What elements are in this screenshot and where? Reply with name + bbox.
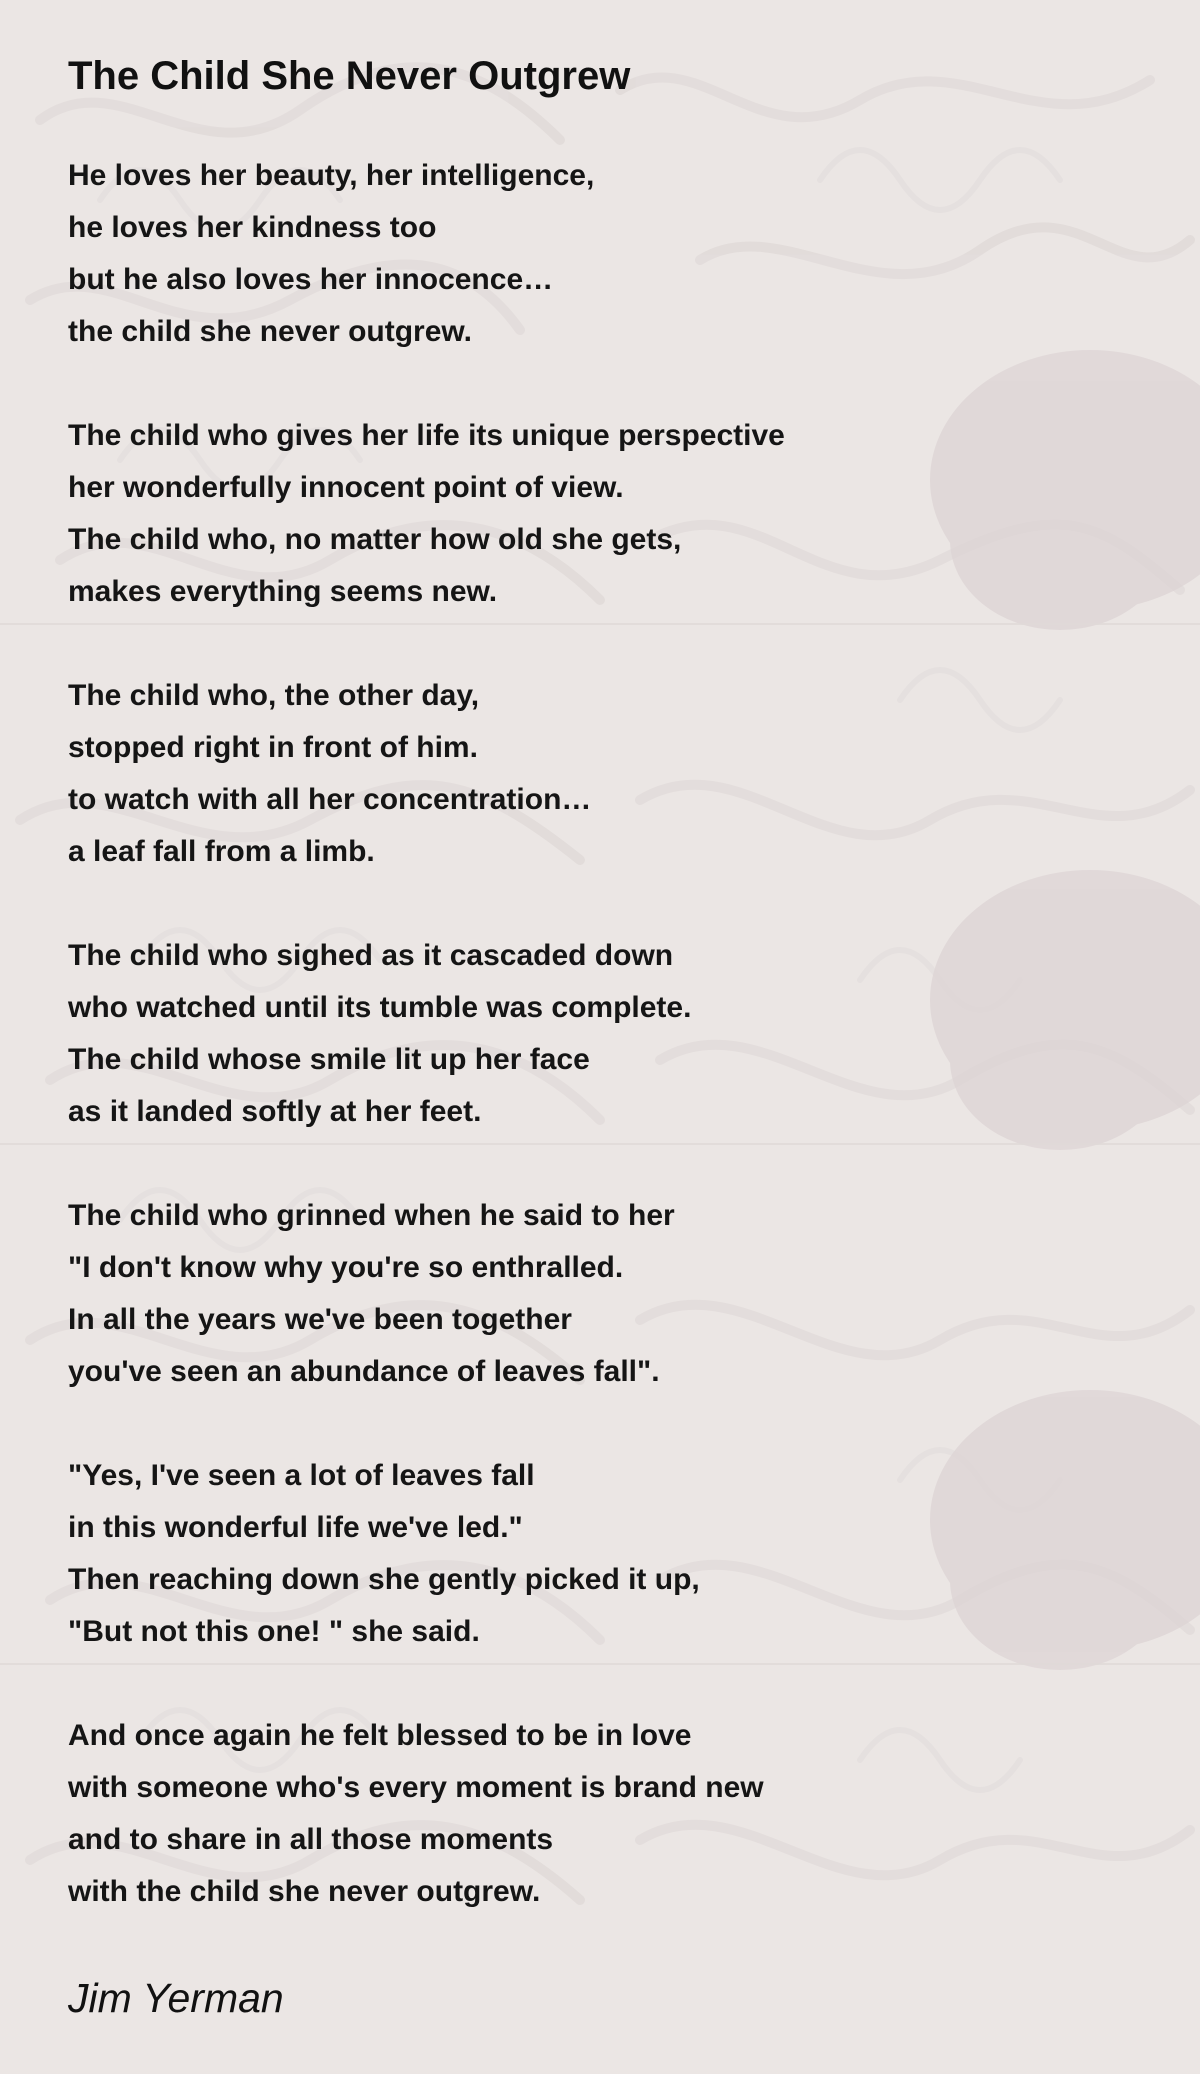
poem-line: "Yes, I've seen a lot of leaves fall (68, 1459, 535, 1492)
poem-line: "But not this one! " she said. (68, 1615, 480, 1648)
stanza-1 (68, 150, 1148, 358)
poem-line: her wonderfully innocent point of view. (68, 471, 624, 504)
poem-line: makes everything seems new. (68, 575, 498, 608)
stanza-3 (68, 670, 1148, 878)
poem-title: The Child She Never Outgrew (68, 54, 631, 98)
poem-body (68, 150, 1148, 1970)
poem-line: he loves her kindness too (68, 211, 437, 244)
poem-line: the child she never outgrew. (68, 315, 472, 348)
poem-line: And once again he felt blessed to be in love (68, 1719, 692, 1752)
poem-line: to watch with all her concentration… (68, 783, 592, 816)
stanza-6 (68, 1450, 1148, 1658)
stanza-5 (68, 1190, 1148, 1398)
stanza-2 (68, 410, 1148, 618)
poem-line: The child who gives her life its unique perspective (68, 419, 785, 452)
poem-line: you've seen an abundance of leaves fall". (68, 1355, 660, 1388)
poem-line: The child who, the other day, (68, 679, 480, 712)
poem-line: as it landed softly at her feet. (68, 1095, 482, 1128)
poem-line: "I don't know why you're so enthralled. (68, 1251, 624, 1284)
poem-line: The child whose smile lit up her face (68, 1043, 590, 1076)
poem-line: but he also loves her innocence… (68, 263, 554, 296)
poem-line: who watched until its tumble was complete. (68, 991, 692, 1024)
poem-line: In all the years we've been together (68, 1303, 572, 1336)
poem-line: a leaf fall from a limb. (68, 835, 375, 868)
poem-line: with someone who's every moment is brand new (68, 1771, 764, 1804)
poem-line: in this wonderful life we've led." (68, 1511, 523, 1544)
poem-author: Jim Yerman (68, 1975, 284, 2021)
poem-line: stopped right in front of him. (68, 731, 478, 764)
poem-line: The child who, no matter how old she gets, (68, 523, 682, 556)
poem-line: Then reaching down she gently picked it up, (68, 1563, 700, 1596)
poem-line: The child who grinned when he said to her (68, 1199, 675, 1232)
poem-line: The child who sighed as it cascaded down (68, 939, 674, 972)
stanza-7 (68, 1710, 1148, 1918)
poem-line: with the child she never outgrew. (68, 1875, 541, 1908)
stanza-4 (68, 930, 1148, 1138)
poem-line: and to share in all those moments (68, 1823, 554, 1856)
poem-line: He loves her beauty, her intelligence, (68, 159, 595, 192)
